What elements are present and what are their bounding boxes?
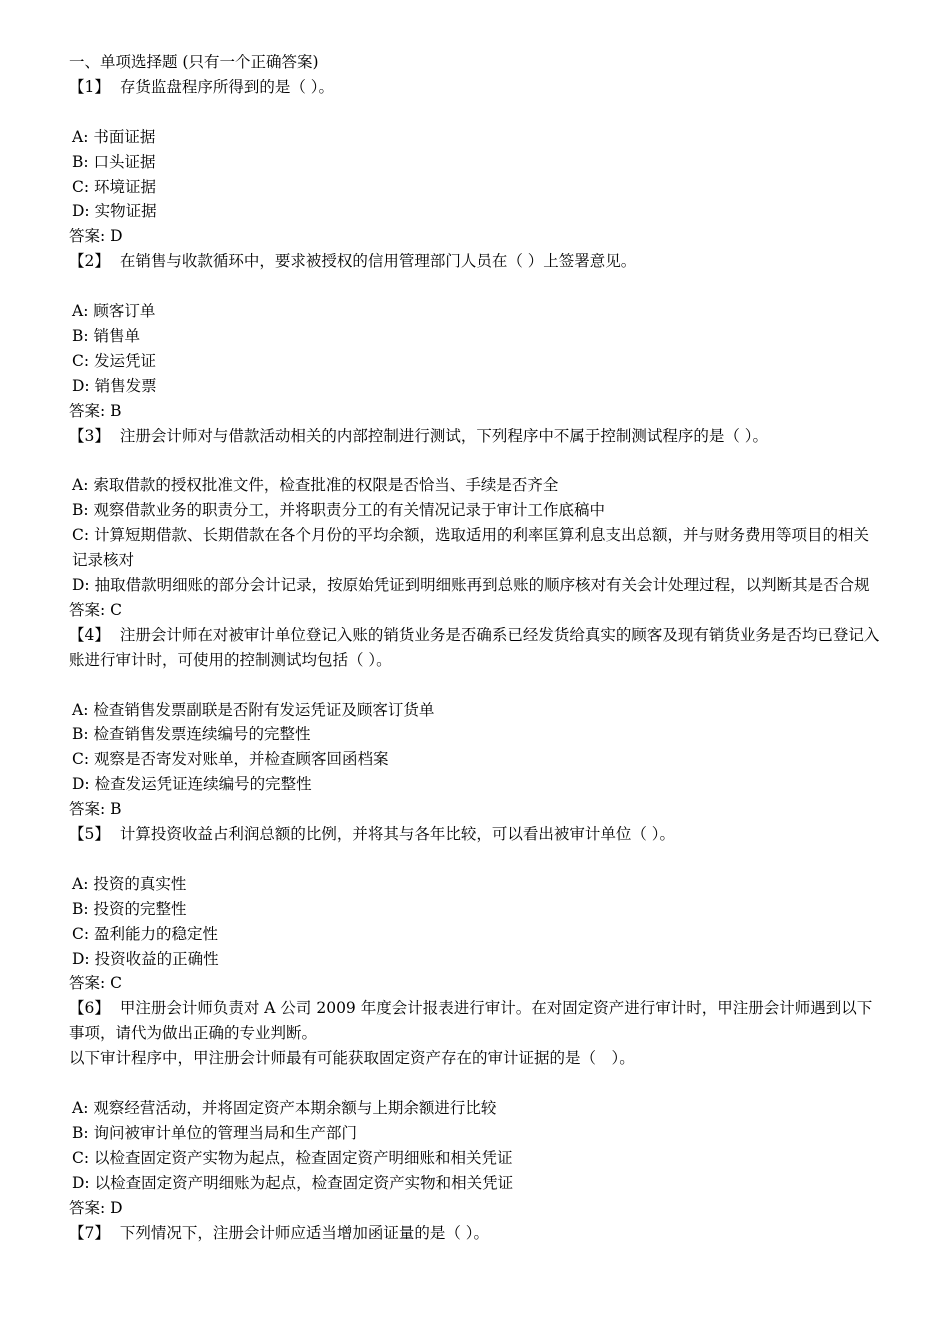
answer: 答案: D	[69, 227, 123, 246]
option-b: B: 检查销售发票连续编号的完整性	[72, 725, 311, 744]
option-d: D: 销售发票	[72, 376, 157, 395]
question-stem: 下列情况下，注册会计师应适当增加函证量的是（ ）。	[119, 1223, 490, 1242]
option-a: A: 观察经营活动，并将固定资产本期余额与上期余额进行比较	[72, 1098, 497, 1117]
spacer	[69, 847, 884, 872]
option-a: A: 顾客订单	[72, 302, 156, 321]
option-c: C: 计算短期借款、长期借款在各个月份的平均余额，选取适用的利率匡算利息支出总额，并与财务费用等项目的相关记录核对	[72, 526, 870, 570]
option-d: D: 抽取借款明细账的部分会计记录，按原始凭证到明细账再到总账的顺序核对有关会计处理过程，以判断其是否合规	[72, 575, 870, 594]
option-b: B: 观察借款业务的职责分工，并将职责分工的有关情况记录于审计工作底稿中	[72, 501, 606, 520]
option-b: B: 口头证据	[72, 152, 156, 171]
answer: 答案: D	[69, 1198, 123, 1217]
spacer	[69, 100, 884, 125]
question-stem: 存货监盘程序所得到的是（ ）。	[119, 77, 335, 96]
answer: 答案: B	[69, 401, 122, 420]
question-number: 【1】	[69, 77, 110, 96]
question-number: 【5】	[69, 825, 110, 844]
question-1	[69, 75, 884, 100]
option-d: D: 实物证据	[72, 202, 157, 221]
option-d: D: 投资收益的正确性	[72, 949, 219, 968]
question-stem: 甲注册会计师负责对 A 公司 2009 年度会计报表进行审计。在对固定资产进行审计时，甲注册会计师遇到以下事项，请代为做出正确的专业判断。	[69, 999, 873, 1043]
question-number: 【4】	[69, 625, 110, 644]
question-6	[69, 996, 884, 1046]
option-a: A: 书面证据	[72, 127, 156, 146]
spacer	[69, 448, 884, 473]
question-stem: 在销售与收款循环中，要求被授权的信用管理部门人员在（ ）上签署意见。	[119, 252, 637, 271]
option-c: C: 发运凭证	[72, 351, 157, 370]
question-stem-continued: 以下审计程序中，甲注册会计师最有可能获取固定资产存在的审计证据的是（ ）。	[69, 1049, 635, 1068]
question-4	[69, 623, 884, 673]
option-a: A: 投资的真实性	[72, 874, 187, 893]
question-number: 【7】	[69, 1223, 110, 1242]
question-number: 【3】	[69, 426, 110, 445]
option-d: D: 以检查固定资产明细账为起点，检查固定资产实物和相关凭证	[72, 1173, 514, 1192]
option-b: B: 投资的完整性	[72, 899, 187, 918]
question-number: 【6】	[69, 999, 110, 1018]
question-stem: 计算投资收益占利润总额的比例，并将其与各年比较，可以看出被审计单位（ ）。	[119, 825, 676, 844]
question-7	[69, 1221, 884, 1246]
option-c: C: 以检查固定资产实物为起点，检查固定资产明细账和相关凭证	[72, 1148, 513, 1167]
question-2	[69, 249, 884, 274]
spacer	[69, 1071, 884, 1096]
option-a: A: 索取借款的授权批准文件，检查批准的权限是否恰当、手续是否齐全	[72, 476, 559, 495]
question-3	[69, 424, 884, 449]
question-stem: 注册会计师在对被审计单位登记入账的销货业务是否确系已经发货给真实的顾客及现有销货业务是否均已登记入账进行审计时，可使用的控制测试均包括（ ）。	[69, 625, 880, 669]
option-d: D: 检查发运凭证连续编号的完整性	[72, 775, 312, 794]
answer: 答案: C	[69, 974, 123, 993]
option-c: C: 环境证据	[72, 177, 157, 196]
option-c: C: 观察是否寄发对账单，并检查顾客回函档案	[72, 750, 389, 769]
option-b: B: 销售单	[72, 326, 141, 345]
question-number: 【2】	[69, 252, 110, 271]
question-stem: 注册会计师对与借款活动相关的内部控制进行测试，下列程序中不属于控制测试程序的是（ ）。	[119, 426, 769, 445]
section-title: 一、单项选择题 (只有一个正确答案)	[69, 53, 319, 71]
spacer	[69, 673, 884, 698]
question-5	[69, 822, 884, 847]
option-a: A: 检查销售发票副联是否附有发运凭证及顾客订货单	[72, 700, 435, 719]
option-c: C: 盈利能力的稳定性	[72, 924, 219, 943]
option-b: B: 询问被审计单位的管理当局和生产部门	[72, 1123, 358, 1142]
answer: 答案: B	[69, 800, 122, 819]
answer: 答案: C	[69, 600, 123, 619]
spacer	[69, 274, 884, 299]
